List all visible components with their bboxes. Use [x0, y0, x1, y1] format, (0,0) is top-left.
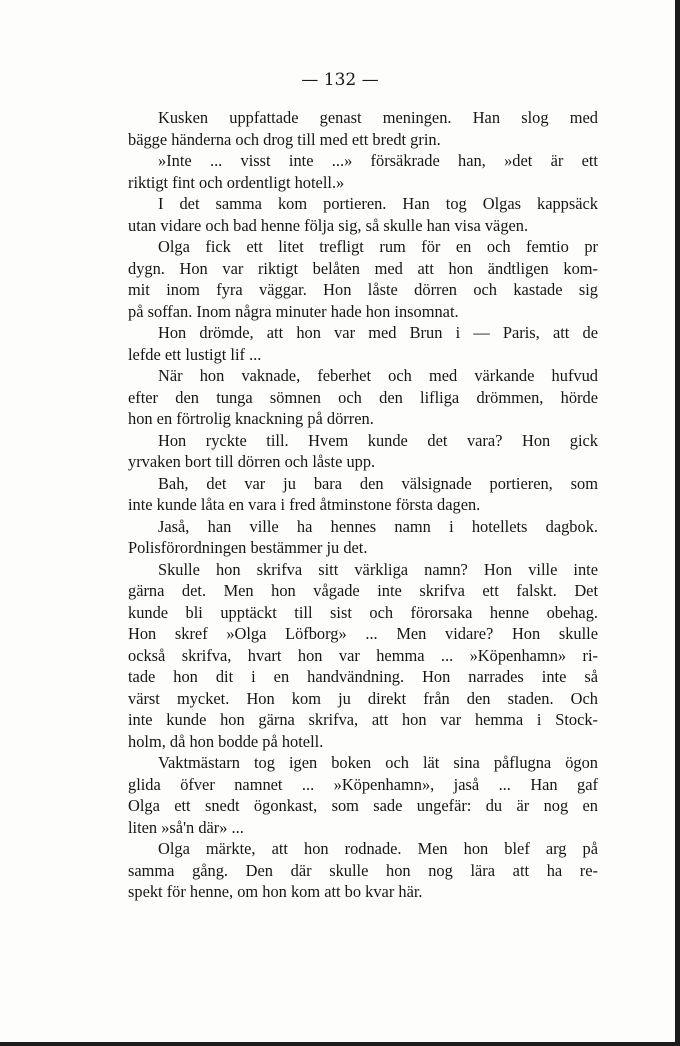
text-line: Hon skref »Olga Löfborg» ... Men vidare? Hon skulle [128, 624, 598, 643]
text-line: Hon drömde, att hon var med Brun i — Paris, att de [158, 323, 598, 342]
scan-border-bottom [0, 1042, 680, 1046]
body-text [128, 107, 598, 903]
text-line: hon en förtrolig knackning på dörren. [128, 409, 374, 428]
text-line: När hon vaknade, feberhet och med värkande hufvud [158, 366, 598, 385]
text-line: Skulle hon skrifva sitt värkliga namn? Hon ville inte [158, 559, 598, 579]
text-line: inte kunde hon gärna skrifva, att hon var hemma i Stock- [128, 710, 598, 729]
paragraph [128, 365, 598, 430]
text-line: Olga fick ett litet trefligt rum för en och femtio pr [158, 237, 598, 256]
text-line: inte kunde låta en vara i fred åtminstone första dagen. [128, 495, 481, 514]
text-line: glida öfver namnet ... »Köpenhamn», jaså ... Han gaf [128, 774, 598, 794]
text-line: holm, då hon bodde på hotell. [128, 731, 324, 751]
text-line: utan vidare och bad henne följa sig, så skulle han visa vägen. [128, 215, 529, 235]
page-number: — 132 — [301, 70, 379, 90]
text-line: gärna det. Men hon vågade inte skrifva ett falskt. Det [128, 581, 598, 600]
text-line: tade hon dit i en handvändning. Hon narrades inte så [128, 667, 598, 686]
paragraph [128, 473, 598, 516]
paragraph [128, 752, 598, 838]
text-line: mit inom fyra väggar. Hon låste dörren och kastade sig [128, 280, 598, 299]
text-line: spekt för henne, om hon kom att bo kvar här. [128, 882, 423, 901]
text-line: värst mycket. Hon kom ju direkt från den staden. Och [128, 688, 598, 708]
text-line: Vaktmästarn tog igen boken och lät sina påflugna ögon [158, 753, 598, 772]
text-line: Hon ryckte till. Hvem kunde det vara? Hon gick [158, 430, 598, 450]
paragraph [128, 838, 598, 903]
text-line: lefde ett lustigt lif ... [128, 344, 262, 364]
text-line: Olga märkte, att hon rodnade. Men hon blef arg på [158, 839, 598, 858]
paragraph [128, 430, 598, 473]
paragraph [128, 107, 598, 150]
text-line: på soffan. Inom några minuter hade hon insomnat. [128, 301, 459, 321]
text-line: kunde bli upptäckt till sist och förorsaka henne obehag. [128, 602, 598, 622]
text-line: liten »så'n där» ... [128, 817, 244, 837]
text-line: Kusken uppfattade genast meningen. Han slog med [158, 108, 598, 127]
scan-border-right [675, 0, 680, 1046]
paragraph [128, 559, 598, 753]
text-line: bägge händerna och drog till med ett bredt grin. [128, 129, 441, 149]
text-line: yrvaken bort till dörren och låste upp. [128, 452, 376, 471]
text-line: efter den tunga sömnen och den lifliga drömmen, hörde [128, 387, 598, 407]
text-line: dygn. Hon var riktigt belåten med att hon ändtligen kom- [128, 258, 598, 278]
paragraph [128, 516, 598, 559]
text-line: Jaså, han ville ha hennes namn i hotellets dagbok. [158, 516, 598, 536]
text-line: »Inte ... visst inte ...» försäkrade han, »det är ett [158, 151, 598, 170]
paragraph [128, 150, 598, 193]
text-line: Olga ett snedt ögonkast, som sade ungefär: du är nog en [128, 796, 598, 815]
text-line: I det samma kom portieren. Han tog Olgas kappsäck [158, 194, 598, 213]
text-line: också skrifva, hvart hon var hemma ... »Köpenhamn» ri- [128, 645, 598, 665]
text-line: riktigt fint och ordentligt hotell.» [128, 172, 345, 192]
text-line: Polisförordningen bestämmer ju det. [128, 538, 368, 557]
paragraph [128, 193, 598, 236]
paragraph [128, 322, 598, 365]
paragraph [128, 236, 598, 322]
text-line: Bah, det var ju bara den välsignade portieren, som [158, 473, 598, 493]
text-line: samma gång. Den där skulle hon nog lära att ha re- [128, 860, 598, 880]
